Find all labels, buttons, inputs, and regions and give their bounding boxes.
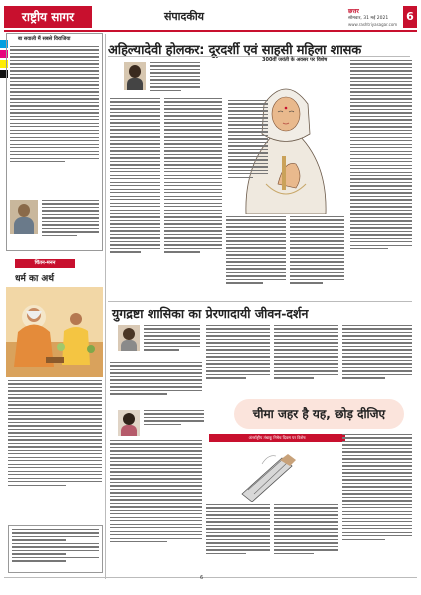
feature-title: धर्म का अर्थ <box>15 274 55 284</box>
section-label: चिंतन-मनन <box>15 259 75 268</box>
article-text-col1 <box>110 98 160 298</box>
author3-photo <box>118 410 140 436</box>
masthead <box>4 6 417 32</box>
cigarette-illustration <box>232 446 302 502</box>
article-headline: अहिल्यादेवी होलकर: दूरदर्शी एवं साहसी महिला शासक <box>108 43 362 58</box>
section-rule <box>108 301 412 302</box>
left-box-text <box>10 46 99 196</box>
article2-col1 <box>110 362 202 402</box>
left-box-photo <box>10 200 38 234</box>
left-box-title: बा सवाली मैं सबसे विराजिया <box>18 36 71 42</box>
left-box-text-2 <box>42 200 99 246</box>
article3-strip: अंतर्राष्ट्रीय तंबाकू निषेध दिवस पर विशेष <box>209 434 345 442</box>
column-divider <box>105 34 106 579</box>
city-name: छत्तर <box>348 8 359 15</box>
article2-col2 <box>206 325 270 395</box>
saints-illustration <box>6 287 103 377</box>
article2-headline: युगद्रष्टा शासिका का प्रेरणादायी जीवन-दर्शन <box>112 306 309 321</box>
article2-col4 <box>342 325 412 395</box>
headline-rule <box>108 56 410 57</box>
article-text-col5 <box>350 60 412 300</box>
article-text-col4 <box>290 216 344 300</box>
article3-col1 <box>110 440 202 572</box>
article3-intro <box>144 410 204 434</box>
feature-text <box>8 380 102 520</box>
article3-col4 <box>342 434 412 572</box>
dateline: सोमवार, 31 मई 2021 <box>348 16 389 21</box>
article-text-col3 <box>226 216 286 300</box>
article3-col3 <box>274 504 338 572</box>
brand-logo: राष्ट्रीय सागर <box>4 6 92 28</box>
website-link[interactable]: www.rashtriyasagar.com <box>348 22 398 27</box>
footer-page-number: 6 <box>200 575 204 581</box>
article2-intro <box>144 325 200 359</box>
article3-col2 <box>206 504 270 572</box>
article2-col3 <box>274 325 338 395</box>
article-text-col2 <box>164 98 222 298</box>
section-title: संपादकीय <box>164 10 205 23</box>
page-number: 6 <box>403 6 417 28</box>
illustration-caption-text <box>228 100 268 196</box>
article-kicker: 300वीं जयंती के अवसर पर विशेष <box>262 57 328 63</box>
article-text-intro <box>150 62 200 102</box>
imprint-text <box>12 529 99 569</box>
author2-photo <box>118 325 140 351</box>
footer-rule <box>4 577 417 578</box>
author-photo <box>124 62 146 90</box>
pull-quote: चीमा जहर है यह, छोड़ दीजिए <box>234 399 404 429</box>
